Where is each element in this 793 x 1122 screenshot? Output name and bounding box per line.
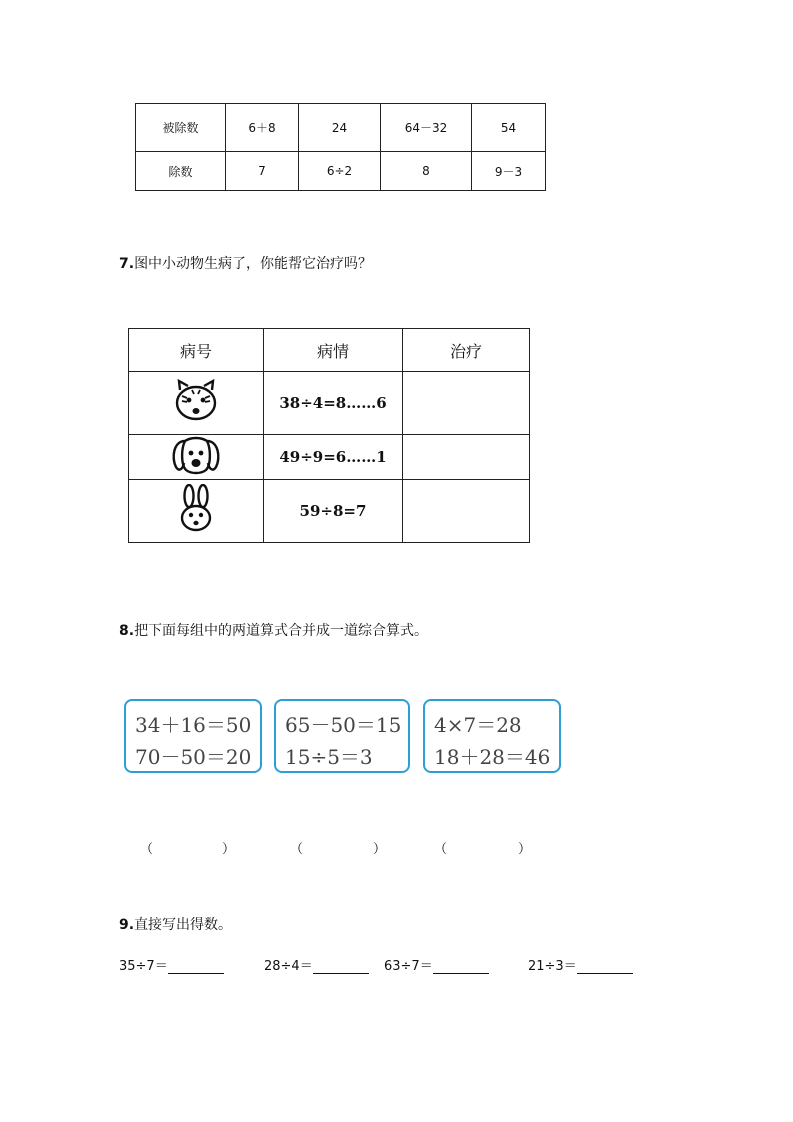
- table-cell: 7: [226, 152, 299, 191]
- answer-blank[interactable]: [577, 959, 633, 974]
- answer-paren-open: （: [434, 842, 448, 857]
- condition-cell: 59÷8=7: [264, 480, 403, 543]
- table-cell: 8: [381, 152, 472, 191]
- dividend-row: [136, 104, 546, 152]
- equation-line: 65－50＝15: [285, 713, 402, 737]
- header-patient: 病号: [129, 329, 264, 372]
- equation-group-box: [423, 699, 561, 773]
- table-row: [129, 372, 530, 435]
- question-number: 9.: [119, 917, 135, 933]
- table-cell: 6÷2: [299, 152, 381, 191]
- calc-item: [384, 955, 489, 974]
- tiger-icon: [172, 378, 220, 424]
- treatment-cell[interactable]: [403, 480, 530, 543]
- answer-paren-close: ）: [222, 842, 236, 857]
- header-condition: 病情: [264, 329, 403, 372]
- table-cell: 24: [299, 104, 381, 152]
- question-text: 直接写出得数。: [134, 917, 233, 933]
- header-treatment: 治疗: [403, 329, 530, 372]
- calc-expression: 35÷7＝: [119, 959, 168, 974]
- equation-line: 15÷5＝3: [285, 745, 373, 769]
- table-header-row: [129, 329, 530, 372]
- question-text: 图中小动物生病了，你能帮它治疗吗？: [134, 256, 373, 272]
- dividend-divisor-table: [135, 103, 546, 191]
- answer-paren-open: （: [140, 842, 154, 857]
- equation-line: 34＋16＝50: [135, 713, 252, 737]
- condition-cell: 38÷4=8……6: [264, 372, 403, 435]
- table-cell: 64－32: [381, 104, 472, 152]
- calc-expression: 63÷7＝: [384, 959, 433, 974]
- calc-item: [528, 955, 633, 974]
- answer-paren-open: （: [290, 842, 304, 857]
- calc-item: [119, 955, 224, 974]
- divisor-row: [136, 152, 546, 191]
- answer-blank[interactable]: [313, 959, 369, 974]
- equation-line: 18＋28＝46: [434, 745, 551, 769]
- table-cell: 除数: [136, 152, 226, 191]
- treatment-cell[interactable]: [403, 435, 530, 480]
- patient-cell: [129, 435, 264, 480]
- answer-blank[interactable]: [168, 959, 224, 974]
- rabbit-icon: [176, 484, 216, 534]
- sick-animals-table: [128, 328, 530, 543]
- calc-item: [264, 955, 369, 974]
- patient-cell: [129, 480, 264, 543]
- table-cell: 9－3: [472, 152, 546, 191]
- equation-line: 4×7＝28: [434, 713, 522, 737]
- table-cell: 54: [472, 104, 546, 152]
- answer-paren-close: ）: [373, 842, 387, 857]
- condition-cell: 49÷9=6……1: [264, 435, 403, 480]
- answer-blank[interactable]: [433, 959, 489, 974]
- question-number: 7.: [119, 256, 135, 272]
- table-cell: 被除数: [136, 104, 226, 152]
- question-9-title: [119, 914, 232, 934]
- dog-icon: [171, 435, 221, 475]
- patient-cell: [129, 372, 264, 435]
- question-text: 把下面每组中的两道算式合并成一道综合算式。: [134, 623, 429, 639]
- table-row: [129, 435, 530, 480]
- question-7-title: [119, 253, 372, 273]
- treatment-cell[interactable]: [403, 372, 530, 435]
- equation-group-box: [124, 699, 262, 773]
- table-row: [129, 480, 530, 543]
- calc-expression: 28÷4＝: [264, 959, 313, 974]
- question-8-title: [119, 620, 428, 640]
- calc-expression: 21÷3＝: [528, 959, 577, 974]
- equation-group-box: [274, 699, 410, 773]
- answer-paren-close: ）: [518, 842, 532, 857]
- question-number: 8.: [119, 623, 135, 639]
- equation-line: 70－50＝20: [135, 745, 252, 769]
- table-cell: 6＋8: [226, 104, 299, 152]
